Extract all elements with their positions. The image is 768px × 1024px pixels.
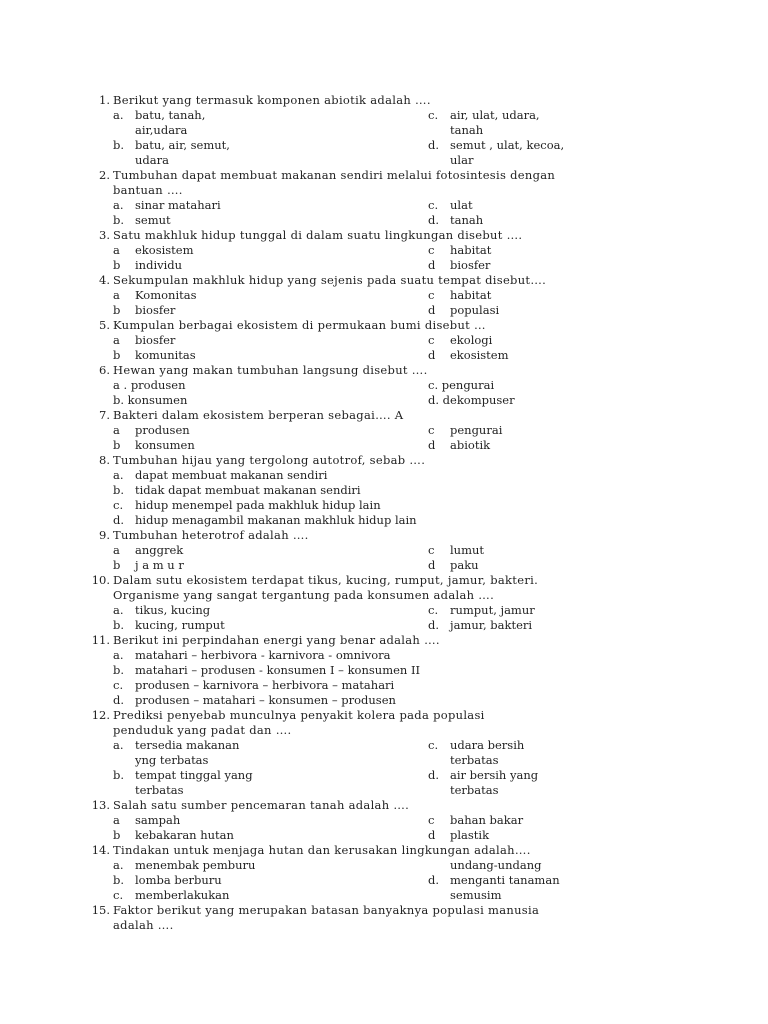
option-label: b. <box>113 483 125 497</box>
options-row <box>0 648 768 663</box>
options-row <box>0 873 768 888</box>
option-text: ekosistem <box>135 243 194 257</box>
option-label: c <box>428 813 435 827</box>
options-row <box>0 138 768 153</box>
option-label: b. <box>113 618 125 632</box>
option-text: dapat membuat makanan sendiri <box>135 468 328 482</box>
option-text: tikus, kucing <box>135 603 211 617</box>
option-label: a <box>113 813 120 827</box>
option-text: batu, tanah, <box>135 108 206 122</box>
option-text: lomba berburu <box>135 873 222 887</box>
options-row <box>0 603 768 618</box>
options-row <box>0 618 768 633</box>
options-row <box>0 663 768 678</box>
option-label: c <box>428 543 435 557</box>
option-text: tanah <box>450 213 484 227</box>
options-row <box>0 543 768 558</box>
option-label: d. <box>428 138 440 152</box>
option-text: air, ulat, udara, <box>450 108 540 122</box>
option-text: jamur, bakteri <box>450 618 533 632</box>
option-label: d. <box>428 618 440 632</box>
option-label: a <box>113 243 120 257</box>
options-row <box>0 738 768 753</box>
option-text: plastik <box>450 828 490 842</box>
option-text: semut <box>135 213 171 227</box>
question-15 <box>0 903 768 918</box>
option-label: b. <box>113 138 125 152</box>
question-text-cont <box>0 918 768 933</box>
option-label: d. <box>113 513 125 527</box>
option-text: individu <box>135 258 183 272</box>
question-text: adalah …. <box>113 918 174 932</box>
option-label: a <box>113 333 120 347</box>
question-number: 5. <box>99 318 110 332</box>
question-text: Tumbuhan dapat membuat makanan sendiri melalui fotosintesis dengan <box>113 168 556 182</box>
question-number: 1. <box>99 93 110 107</box>
options-row <box>0 858 768 873</box>
option-label: b <box>113 303 121 317</box>
option-text: hidup menagambil makanan makhluk hidup lain <box>135 513 417 527</box>
option-c: c. pengurai <box>428 378 495 392</box>
option-d: d. dekompuser <box>428 393 515 407</box>
options-row <box>0 813 768 828</box>
option-label: a <box>113 543 120 557</box>
question-5 <box>0 318 768 333</box>
question-text: Tindakan untuk menjaga hutan dan kerusakan lingkungan adalah…. <box>113 843 531 857</box>
option-text: kebakaran hutan <box>135 828 234 842</box>
option-label: a. <box>113 468 124 482</box>
option-text-cont: air,udara <box>135 123 188 137</box>
options-row <box>0 783 768 798</box>
question-text: Berikut ini perpindahan energi yang benar adalah …. <box>113 633 440 647</box>
option-label: b. <box>113 213 125 227</box>
option-text: Komonitas <box>135 288 197 302</box>
option-text: tidak dapat membuat makanan sendiri <box>135 483 361 497</box>
option-text: biosfer <box>135 333 176 347</box>
question-1 <box>0 93 768 108</box>
option-text: bahan bakar <box>450 813 524 827</box>
option-text: anggrek <box>135 543 184 557</box>
option-label: c. <box>428 198 439 212</box>
option-text: produsen – matahari – konsumen – produsen <box>135 693 396 707</box>
option-text: biosfer <box>450 258 491 272</box>
option-text: paku <box>450 558 479 572</box>
option-label: d <box>428 348 436 362</box>
option-text: matahari – produsen - konsumen I – konsumen II <box>135 663 421 677</box>
options-row <box>0 423 768 438</box>
option-b: b. konsumen <box>113 393 188 407</box>
option-text: komunitas <box>135 348 196 362</box>
question-text: Salah satu sumber pencemaran tanah adalah …. <box>113 798 410 812</box>
options-row <box>0 483 768 498</box>
options-row <box>0 288 768 303</box>
option-text: udara bersih <box>450 738 525 752</box>
option-text: sampah <box>135 813 181 827</box>
question-text: Tumbuhan hijau yang tergolong autotrof, sebab …. <box>113 453 426 467</box>
option-text: abiotik <box>450 438 491 452</box>
option-text: rumput, jamur <box>450 603 535 617</box>
option-text: habitat <box>450 243 492 257</box>
option-label: b <box>113 438 121 452</box>
question-number: 9. <box>99 528 110 542</box>
option-text: ekologi <box>450 333 493 347</box>
question-9 <box>0 528 768 543</box>
option-text: populasi <box>450 303 500 317</box>
question-12 <box>0 708 768 723</box>
option-text: lumut <box>450 543 485 557</box>
options-row <box>0 498 768 513</box>
option-label: a <box>113 423 120 437</box>
question-text: Dalam sutu ekosistem terdapat tikus, kucing, rumput, jamur, bakteri. <box>113 573 539 587</box>
options-row <box>0 438 768 453</box>
option-text: produsen – karnivora – herbivora – matahari <box>135 678 395 692</box>
option-text-cont: terbatas <box>135 783 184 797</box>
options-row <box>0 513 768 528</box>
question-2 <box>0 168 768 183</box>
option-label: b. <box>113 873 125 887</box>
question-text-cont <box>0 183 768 198</box>
question-text: Faktor berikut yang merupakan batasan banyaknya populasi manusia <box>113 903 540 917</box>
question-10 <box>0 573 768 588</box>
options-row <box>0 828 768 843</box>
option-c-cont: undang-undang <box>450 858 542 872</box>
option-label: c. <box>113 888 124 902</box>
option-text: matahari – herbivora - karnivora - omnivora <box>135 648 391 662</box>
question-number: 6. <box>99 363 110 377</box>
options-row <box>0 213 768 228</box>
option-text: memberlakukan <box>135 888 230 902</box>
question-number: 10. <box>91 573 110 587</box>
option-label: b. <box>113 768 125 782</box>
question-text: bantuan …. <box>113 183 183 197</box>
question-number: 8. <box>99 453 110 467</box>
options-row <box>0 768 768 783</box>
option-label: d. <box>428 873 440 887</box>
question-number: 3. <box>99 228 110 242</box>
question-number: 13. <box>91 798 110 812</box>
option-text: semut , ulat, kecoa, <box>450 138 565 152</box>
option-text: menganti tanaman <box>450 873 560 887</box>
option-text: ekosistem <box>450 348 509 362</box>
option-text-cont: tanah <box>450 123 484 137</box>
option-text: sinar matahari <box>135 198 221 212</box>
question-number: 7. <box>99 408 110 422</box>
option-text: menembak pemburu <box>135 858 256 872</box>
option-label: b <box>113 558 121 572</box>
options-row <box>0 888 768 903</box>
option-label: a. <box>113 738 124 752</box>
question-text: Satu makhluk hidup tunggal di dalam suatu lingkungan disebut …. <box>113 228 523 242</box>
option-text: pengurai <box>450 423 503 437</box>
option-label: a <box>113 288 120 302</box>
option-text: ulat <box>450 198 473 212</box>
option-text-cont: yng terbatas <box>135 753 209 767</box>
options-row <box>0 753 768 768</box>
option-label: c <box>428 423 435 437</box>
question-text: Bakteri dalam ekosistem berperan sebagai…. A <box>113 408 404 422</box>
options-row <box>0 378 768 393</box>
options-row <box>0 258 768 273</box>
question-text: Hewan yang makan tumbuhan langsung disebut …. <box>113 363 428 377</box>
options-row <box>0 678 768 693</box>
option-label: d <box>428 258 436 272</box>
option-text: produsen <box>135 423 190 437</box>
question-6 <box>0 363 768 378</box>
options-row <box>0 393 768 408</box>
option-d-cont: semusim <box>450 888 502 902</box>
option-label: d. <box>428 213 440 227</box>
option-text-cont: ular <box>450 153 474 167</box>
option-text: tempat tinggal yang <box>135 768 253 782</box>
option-text: habitat <box>450 288 492 302</box>
question-text: Berikut yang termasuk komponen abiotik adalah …. <box>113 93 431 107</box>
options-row <box>0 123 768 138</box>
question-3 <box>0 228 768 243</box>
option-text: kucing, rumput <box>135 618 225 632</box>
question-13 <box>0 798 768 813</box>
option-text-cont: udara <box>135 153 169 167</box>
options-row <box>0 153 768 168</box>
option-label: c. <box>428 738 439 752</box>
option-text: j a m u r <box>135 558 184 572</box>
option-label: d <box>428 438 436 452</box>
option-label: d <box>428 303 436 317</box>
option-a: a . produsen <box>113 378 186 392</box>
question-4 <box>0 273 768 288</box>
question-8 <box>0 453 768 468</box>
option-label: a. <box>113 648 124 662</box>
option-text: hidup menempel pada makhluk hidup lain <box>135 498 381 512</box>
question-text-cont <box>0 588 768 603</box>
question-text: penduduk yang padat dan …. <box>113 723 292 737</box>
option-text: konsumen <box>135 438 195 452</box>
options-row <box>0 348 768 363</box>
question-text: Sekumpulan makhluk hidup yang sejenis pada suatu tempat disebut…. <box>113 273 547 287</box>
question-number: 4. <box>99 273 110 287</box>
option-label: c <box>428 333 435 347</box>
option-label: d. <box>113 693 125 707</box>
question-text: Kumpulan berbagai ekosistem di permukaan bumi disebut … <box>113 318 486 332</box>
options-row <box>0 303 768 318</box>
option-label: b <box>113 348 121 362</box>
options-row <box>0 198 768 213</box>
question-number: 15. <box>91 903 110 917</box>
question-text: Tumbuhan heterotrof adalah …. <box>113 528 309 542</box>
option-text: biosfer <box>135 303 176 317</box>
option-label: a. <box>113 603 124 617</box>
options-row <box>0 333 768 348</box>
option-label: c. <box>113 498 124 512</box>
option-label: c. <box>428 603 439 617</box>
option-label: c <box>428 288 435 302</box>
option-label: c. <box>113 678 124 692</box>
option-label: c. <box>428 108 439 122</box>
question-7 <box>0 408 768 423</box>
options-row <box>0 468 768 483</box>
option-text-cont: terbatas <box>450 753 499 767</box>
option-text-cont: terbatas <box>450 783 499 797</box>
option-label: a. <box>113 198 124 212</box>
option-label: b <box>113 828 121 842</box>
options-row <box>0 693 768 708</box>
options-row <box>0 108 768 123</box>
option-label: b. <box>113 663 125 677</box>
question-number: 14. <box>91 843 110 857</box>
option-label: c <box>428 243 435 257</box>
option-text: air bersih yang <box>450 768 539 782</box>
options-row <box>0 243 768 258</box>
option-label: d <box>428 828 436 842</box>
question-number: 12. <box>91 708 110 722</box>
option-label: b <box>113 258 121 272</box>
question-text: Organisme yang sangat tergantung pada konsumen adalah …. <box>113 588 495 602</box>
options-row <box>0 558 768 573</box>
option-label: a. <box>113 108 124 122</box>
option-label: d <box>428 558 436 572</box>
question-number: 2. <box>99 168 110 182</box>
question-text-cont <box>0 723 768 738</box>
option-text: batu, air, semut, <box>135 138 230 152</box>
option-label: a. <box>113 858 124 872</box>
question-text: Prediksi penyebab munculnya penyakit kolera pada populasi <box>113 708 485 722</box>
question-14 <box>0 843 768 858</box>
question-number: 11. <box>91 633 110 647</box>
option-label: d. <box>428 768 440 782</box>
option-text: tersedia makanan <box>135 738 240 752</box>
question-11 <box>0 633 768 648</box>
